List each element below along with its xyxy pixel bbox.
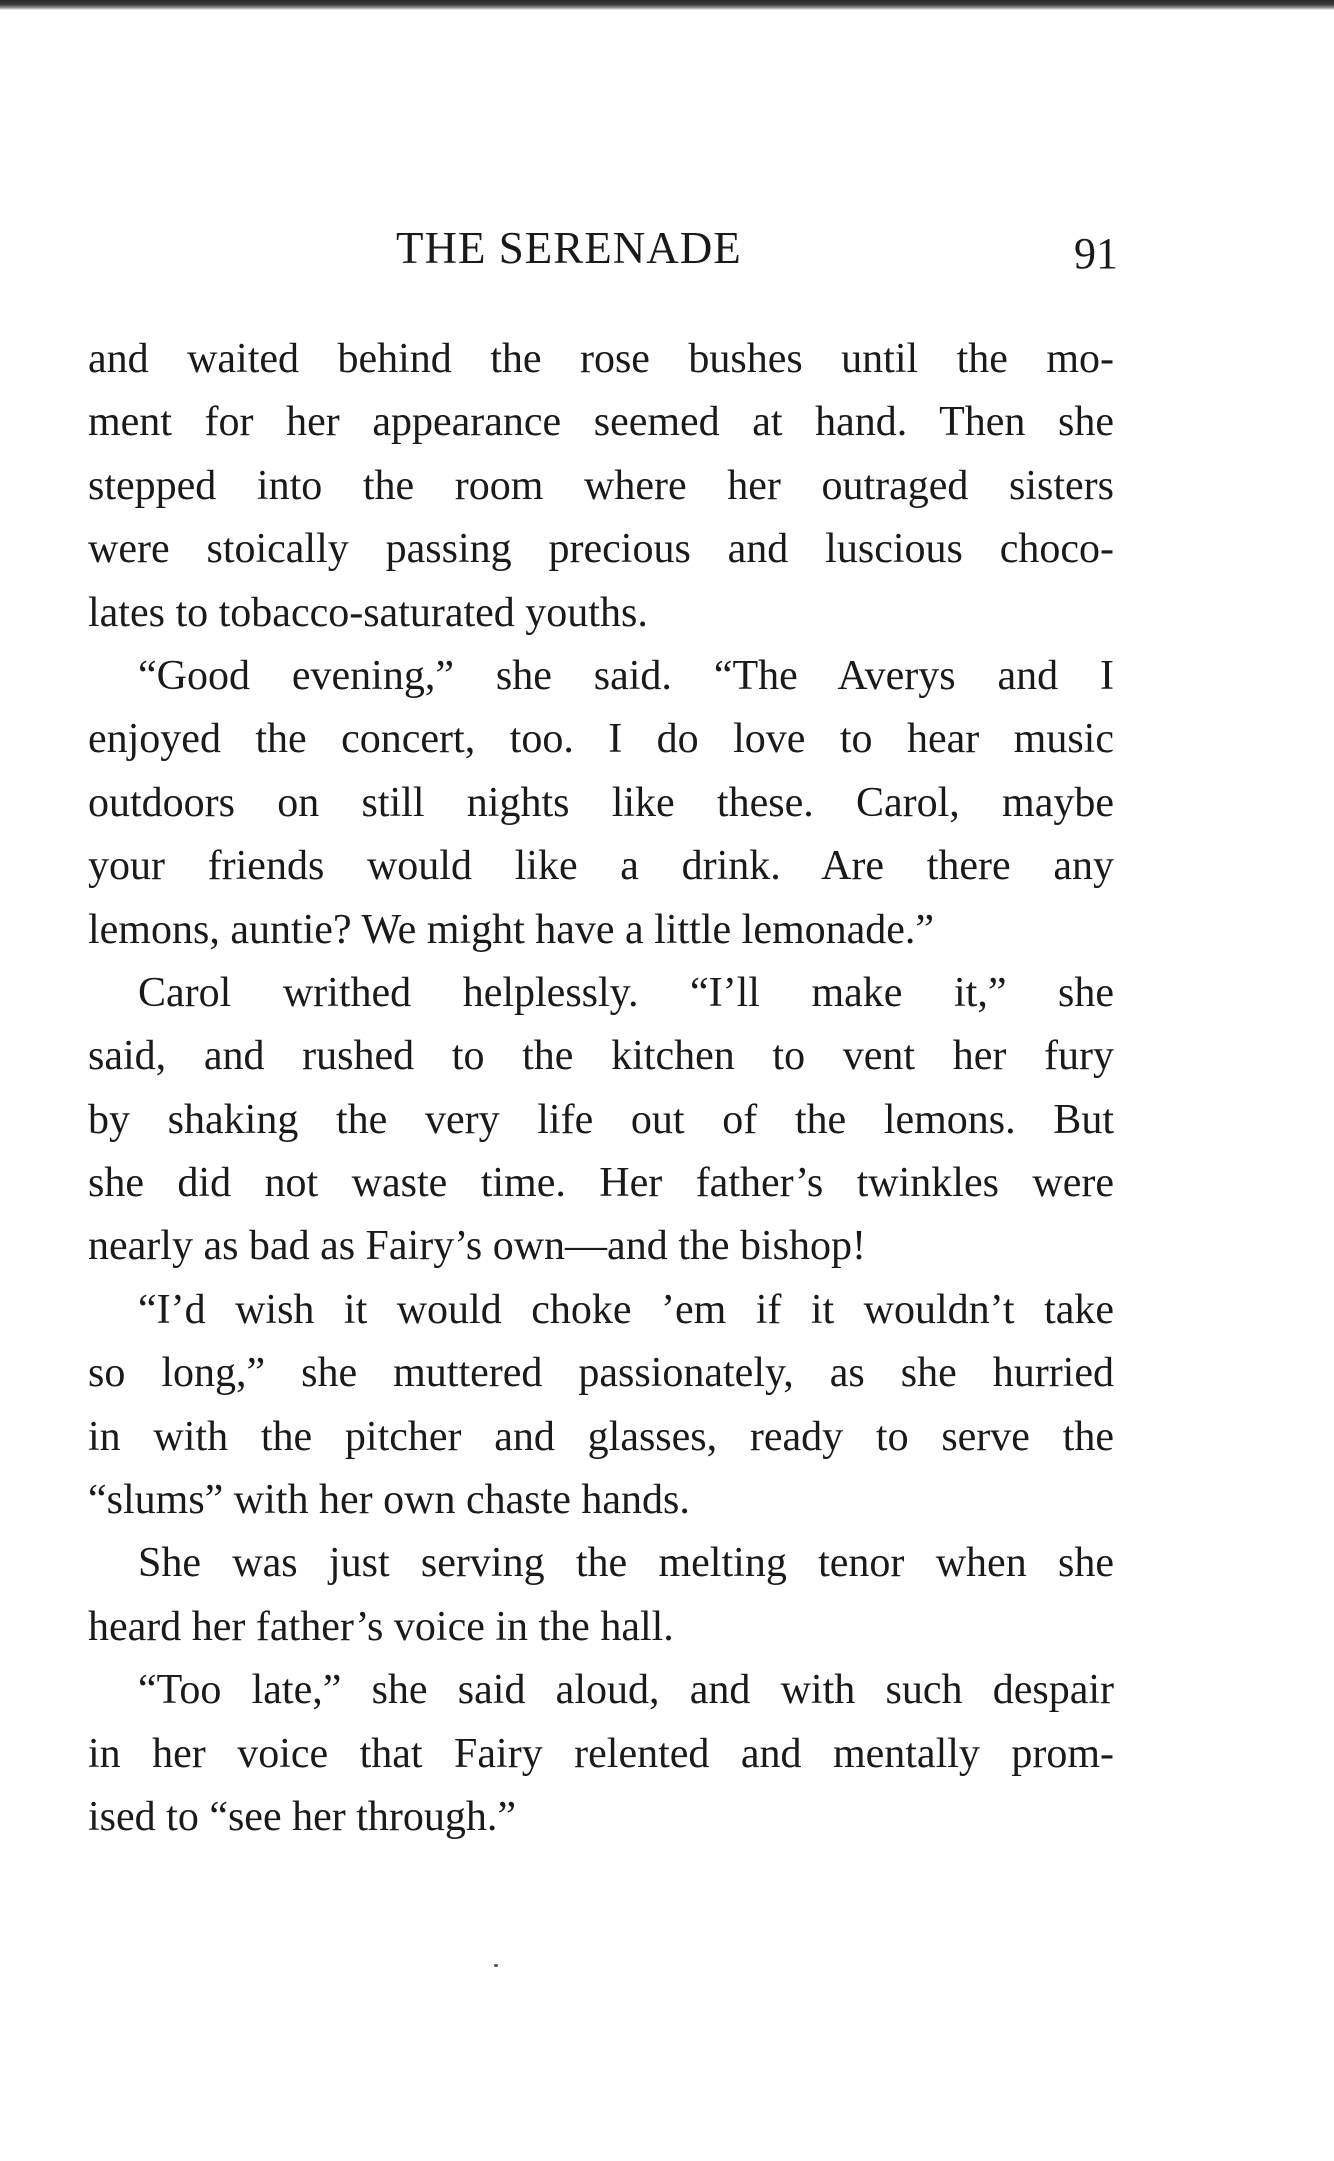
text-line: heard her father’s voice in the hall. — [88, 1603, 674, 1650]
text-line: in her voice that Fairy relented and mentally prom- — [88, 1730, 1114, 1777]
page-number: 91 — [1074, 229, 1118, 278]
text-line: “slums” with her own chaste hands. — [88, 1477, 690, 1524]
ink-speck — [494, 1964, 498, 1967]
text-line: enjoyed the concert, too. I do love to hear music — [88, 716, 1114, 763]
text-line: so long,” she muttered passionately, as she hurried — [88, 1350, 1114, 1397]
text-line: lates to tobacco-saturated youths. — [88, 589, 648, 636]
text-line: by shaking the very life out of the lemons. But — [88, 1096, 1114, 1143]
text-line: ment for her appearance seemed at hand. Then she — [88, 399, 1114, 446]
text-line: nearly as bad as Fairy’s own—and the bishop! — [88, 1223, 867, 1270]
text-line: “I’d wish it would choke ’em if it wouldn’t take — [138, 1286, 1114, 1333]
text-line: Carol writhed helplessly. “I’ll make it,” she — [138, 969, 1114, 1016]
text-line: and waited behind the rose bushes until the mo- — [88, 336, 1114, 382]
text-line: ised to “see her through.” — [88, 1793, 517, 1840]
text-line: your friends would like a drink. Are there any — [88, 843, 1114, 890]
running-title: THE SERENADE — [396, 223, 742, 273]
text-line: said, and rushed to the kitchen to vent her fury — [88, 1033, 1114, 1080]
page-header — [88, 218, 1118, 278]
text-line: outdoors on still nights like these. Carol, maybe — [88, 779, 1114, 826]
top-rule — [0, 0, 1334, 10]
text-line: she did not waste time. Her father’s twinkles were — [88, 1160, 1114, 1207]
text-line: lemons, auntie? We might have a little lemonade.” — [88, 906, 935, 953]
text-line: “Too late,” she said aloud, and with such despair — [138, 1667, 1114, 1714]
text-line: She was just serving the melting tenor when she — [138, 1540, 1114, 1587]
text-line: “Good evening,” she said. “The Averys and I — [138, 652, 1114, 699]
text-line: were stoically passing precious and luscious choco- — [88, 526, 1114, 573]
text-line: stepped into the room where her outraged sisters — [88, 462, 1114, 509]
body-text — [88, 328, 1114, 1849]
text-line: in with the pitcher and glasses, ready to serve the — [88, 1413, 1114, 1460]
